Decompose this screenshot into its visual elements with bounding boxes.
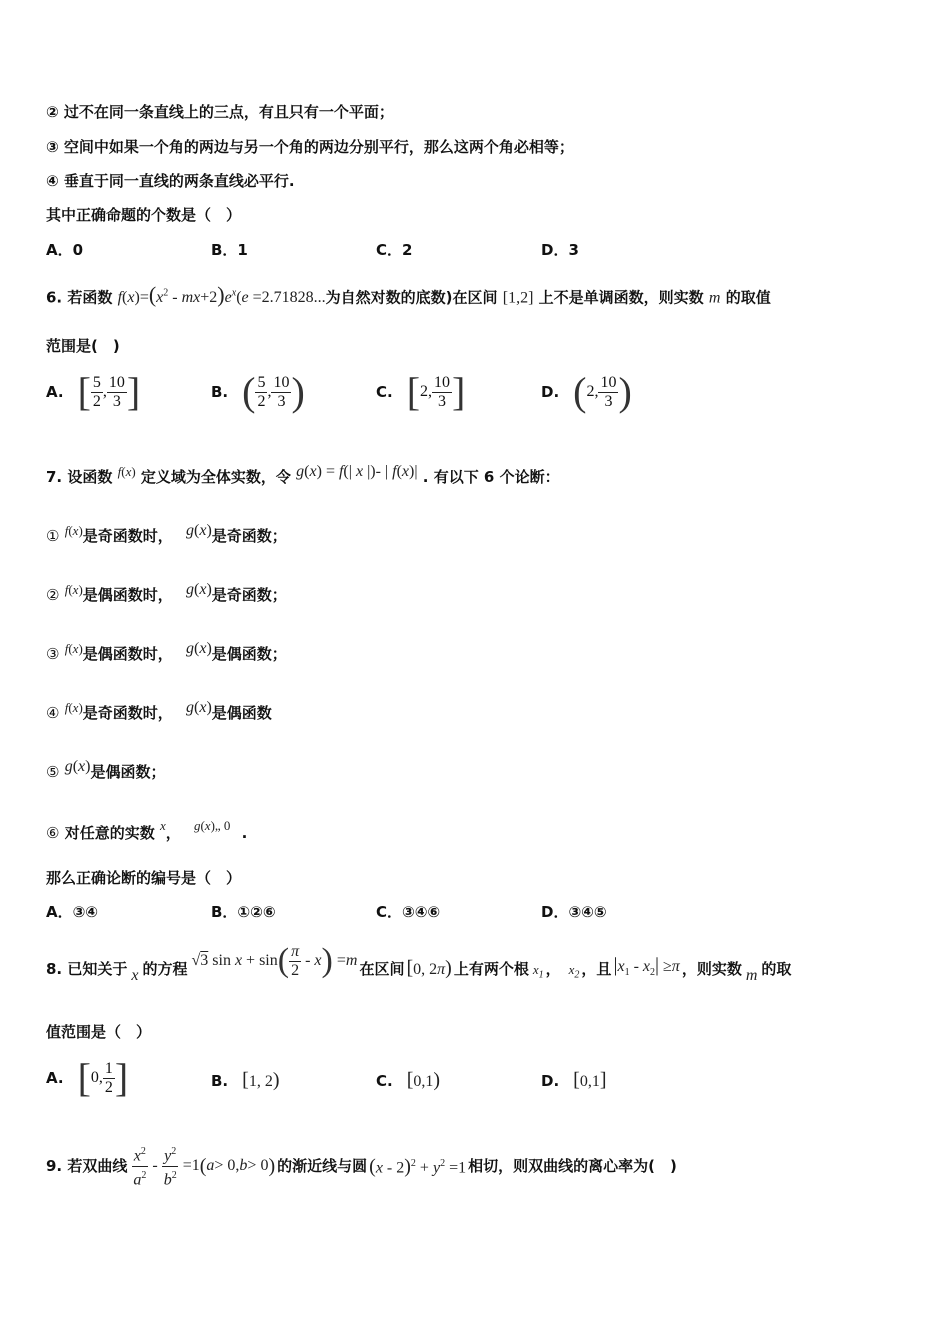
q8-option-d[interactable]: D. [0,1] — [541, 1069, 607, 1091]
q7-claim-6-number: ⑥ — [46, 824, 60, 842]
q6-function-formula: $f(x)=(x^2 - mx+2)e^x(e =2.71828$... — [117, 282, 326, 308]
statement-3: ③ 空间中如果一个角的两边与另一个角的两边分别平行，那么这两个角必相等； — [46, 138, 574, 156]
q7-claim-4: ④ f(x)是奇函数时， g(x)是偶函数 — [46, 699, 272, 722]
q5-option-c[interactable]: C．2 — [376, 241, 413, 259]
question-5-prompt: 其中正确命题的个数是（ ） — [46, 206, 242, 224]
question-8: 8. 已知关于 x 的方程 √ 3 sin x + sin ( $\frac{\pi}{2}$ - x ) = m 在区间 [0, 2π) 上有两个根 $x_1$ ， $x_2$ ，且 $|x_1 - x_2| \ge\pi$ ，则实数 m 的取 — [46, 942, 792, 984]
q6-option-d[interactable]: D. ( 2, $\frac{10}{3}$ ) — [541, 369, 632, 414]
q8-option-b[interactable]: B. [1, 2) — [211, 1069, 280, 1091]
q6-option-d-label: D. — [541, 383, 560, 401]
q6-var-m: m — [708, 289, 721, 307]
q6-option-c[interactable]: C. [ 2, $\frac{10}{3}$ ] — [376, 369, 466, 414]
q6-text-3: 的取值 — [725, 288, 771, 307]
q6-option-a-label: A. — [46, 383, 64, 401]
q7-gx-definition: g(x) = f(| x |)- | f(x)| — [296, 463, 418, 480]
q7-option-d[interactable]: D．③④⑤ — [541, 903, 607, 921]
q7-ask: 那么正确论断的编号是（ ） — [46, 869, 242, 887]
q5-option-d[interactable]: D．3 — [541, 241, 579, 259]
q6-text-1: 为自然对数的底数)在区间 — [325, 288, 498, 307]
q6-option-a[interactable]: A. [ $\frac{5}{2}$ , $\frac{10}{3}$ ] — [46, 369, 141, 414]
q6-option-b-label: B. — [211, 383, 229, 401]
q8-line-2: 值范围是（ ） — [46, 1023, 152, 1041]
q7-claim-4-number: ④ — [46, 704, 60, 722]
q7-lead: 7. 设函数 — [46, 468, 113, 486]
q6-option-b[interactable]: B. ( $\frac{5}{2}$ , $\frac{10}{3}$ ) — [211, 369, 305, 414]
q6-line-2: 范围是( ) — [46, 337, 120, 355]
q7-text-1: 定义域为全体实数，令 — [140, 468, 291, 486]
q7-claim-2: ② f(x)是偶函数时， g(x)是奇函数； — [46, 581, 287, 604]
q7-text-2: . 有以下 6 个论断： — [422, 468, 560, 486]
q8-equation: √ 3 sin x + sin ( $\frac{\pi}{2}$ - x ) = m — [191, 942, 358, 979]
q7-claim-3: ③ f(x)是偶函数时， g(x)是偶函数； — [46, 640, 287, 663]
q8-option-b-label: B. — [211, 1072, 229, 1090]
statement-4: ④ 垂直于同一直线的两条直线必平行. — [46, 172, 295, 190]
q7-claim-3-number: ③ — [46, 645, 60, 663]
q7-claim-5-number: ⑤ — [46, 763, 60, 781]
q6-option-c-label: C. — [376, 383, 393, 401]
question-7 — [46, 462, 560, 487]
question-6 — [46, 284, 771, 308]
q5-option-a[interactable]: A．0 — [46, 241, 84, 259]
q8-option-a-label: A. — [46, 1069, 64, 1087]
q7-claim-1-number: ① — [46, 527, 60, 545]
q7-claim-2-number: ② — [46, 586, 60, 604]
q7-claim-1: ① f(x)是奇函数时， g(x)是奇函数； — [46, 522, 287, 545]
statement-2: ② 过不在同一条直线上的三点，有且只有一个平面； — [46, 103, 394, 121]
q8-option-d-label: D. — [541, 1072, 560, 1090]
q7-claim-5: ⑤ g(x)是偶函数； — [46, 758, 166, 781]
q8-option-c-label: C. — [376, 1072, 393, 1090]
q6-interval: [1,2] — [502, 289, 534, 307]
q6-lead: 6. 若函数 — [46, 288, 113, 307]
q7-fx: f(x) — [117, 464, 136, 479]
q8-option-a[interactable]: A. [ 0, $\frac{1}{2}$ ] — [46, 1055, 129, 1100]
q6-text-2: 上不是单调函数，则实数 — [538, 288, 704, 307]
q9-circle-equation: $(x - 2)^2 + y^2 =1$ — [369, 1155, 467, 1178]
q7-option-c[interactable]: C．③④⑥ — [376, 903, 441, 921]
q5-option-b[interactable]: B．1 — [211, 241, 248, 259]
q7-claim-6: ⑥ 对任意的实数 x， g(x)„ 0 . — [46, 818, 248, 842]
q7-option-a[interactable]: A．③④ — [46, 903, 99, 921]
q9-hyperbola-equation: $\frac{x^2}{a^2}$ - $\frac{y^2}{b^2}$ =1 ( a > 0, b > 0 ) — [131, 1143, 275, 1189]
q7-option-b[interactable]: B．①②⑥ — [211, 903, 276, 921]
q8-option-c[interactable]: C. [0,1) — [376, 1069, 441, 1091]
question-9: 9. 若双曲线 $\frac{x^2}{a^2}$ - $\frac{y^2}{b^2}$ =1 ( a > 0, b > 0 ) 的渐近线与圆 $(x - 2)^2 + y^2 =1$ 相切，则双曲线的离心率为( ) — [46, 1140, 677, 1192]
